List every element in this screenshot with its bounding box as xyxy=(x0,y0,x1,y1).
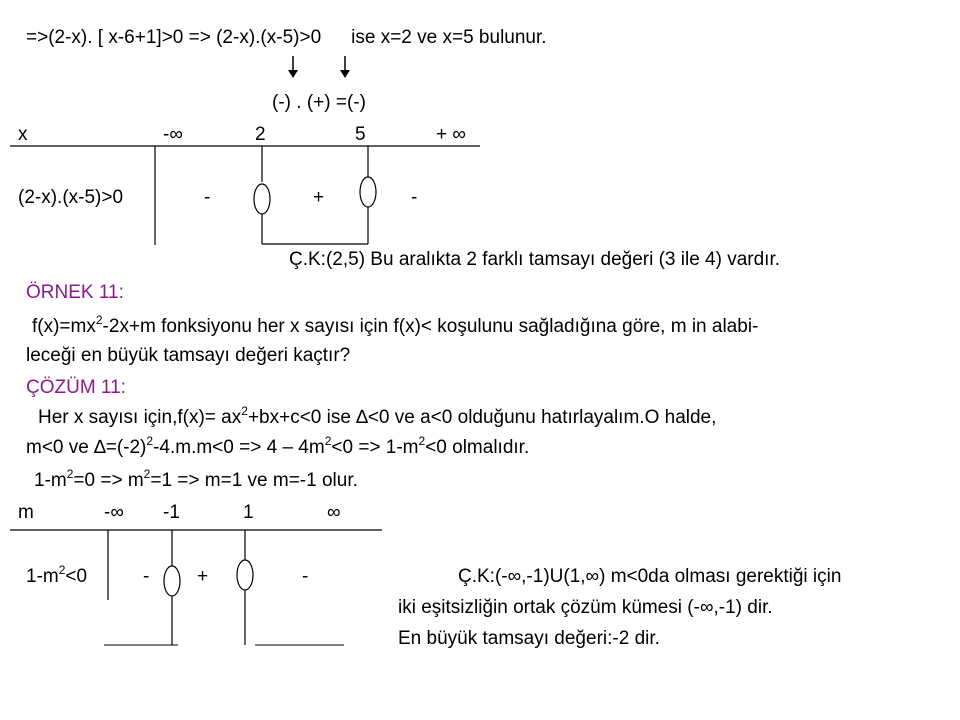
table2-neg-infinity: -∞ xyxy=(104,502,124,523)
solution-title: ÇÖZÜM 11: xyxy=(26,377,126,398)
conclusion-line-3: En büyük tamsayı değeri:-2 dir. xyxy=(398,628,660,649)
root-circle xyxy=(254,184,270,214)
table1-root-5: 5 xyxy=(355,124,366,145)
table1-pos-infinity: + ∞ xyxy=(436,124,466,145)
example-text-line-1: $f(x)=mx^2-2x+m$ fonksiyonu her x sayısı için f(x)< koşulunu sağladığına göre, m in alabi- xyxy=(32,312,759,337)
root-circle xyxy=(164,566,180,596)
example-text-line-2: leceği en büyük tamsayı değeri kaçtır? xyxy=(26,345,351,366)
sign-product: (-) . (+) =(-) xyxy=(272,92,366,113)
table1-sign-2: + xyxy=(313,187,325,208)
table2-root-minus-1: -1 xyxy=(163,502,180,523)
solution-line-1: Her x sayısı için,f(x)= $ax^2+bx+c<0$ ise ∆<0 ve a<0 olduğunu hatırlayalım.O halde, xyxy=(38,403,717,428)
root-circle xyxy=(237,560,253,590)
table2-pos-infinity: ∞ xyxy=(327,502,341,523)
down-arrow-icon xyxy=(340,56,350,78)
solution-set-1: Ç.K:(2,5) Bu aralıkta 2 farklı tamsayı değeri (3 ile 4) vardır. xyxy=(289,249,781,270)
example-title: ÖRNEK 11: xyxy=(26,282,124,303)
table2-sign-1: - xyxy=(143,566,150,587)
inequality-chain: =>(2-x). [ x-6+1]>0 => (2-x).(x-5)>0 xyxy=(26,27,322,48)
table1-root-2: 2 xyxy=(255,124,266,145)
table2-root-1: 1 xyxy=(243,502,254,523)
table2-variable: m xyxy=(18,502,34,523)
table2-sign-2: + xyxy=(197,566,209,587)
conclusion-line-1: Ç.K:(-∞,-1)U(1,∞) m<0da olması gerektiği için xyxy=(458,566,842,587)
solution-line-2: m<0 ve $\Delta=(-2)^2-4.m.m<0 => 4 - 4m^2<0 => 1-m^2<0$ olmalıdır. xyxy=(26,433,530,458)
roots-note: ise x=2 ve x=5 bulunur. xyxy=(351,27,547,48)
table1-expression: (2-x).(x-5)>0 xyxy=(18,187,124,208)
root-circle xyxy=(360,177,376,207)
down-arrow-icon xyxy=(288,56,298,78)
table1-neg-infinity: -∞ xyxy=(163,124,183,145)
conclusion-line-2: iki eşitsizliğin ortak çözüm kümesi (-∞,-1) dir. xyxy=(398,597,773,618)
table1-sign-1: - xyxy=(204,187,211,208)
table1-variable: x xyxy=(18,124,28,145)
solution-line-3: $1-m^2=0 => m^2=1 => m=1$ ve m=-1 olur. xyxy=(34,466,358,491)
table2-expression: $1-m^2<0$ xyxy=(26,562,88,587)
table1-sign-3: - xyxy=(411,187,418,208)
table2-sign-3: - xyxy=(302,566,309,587)
